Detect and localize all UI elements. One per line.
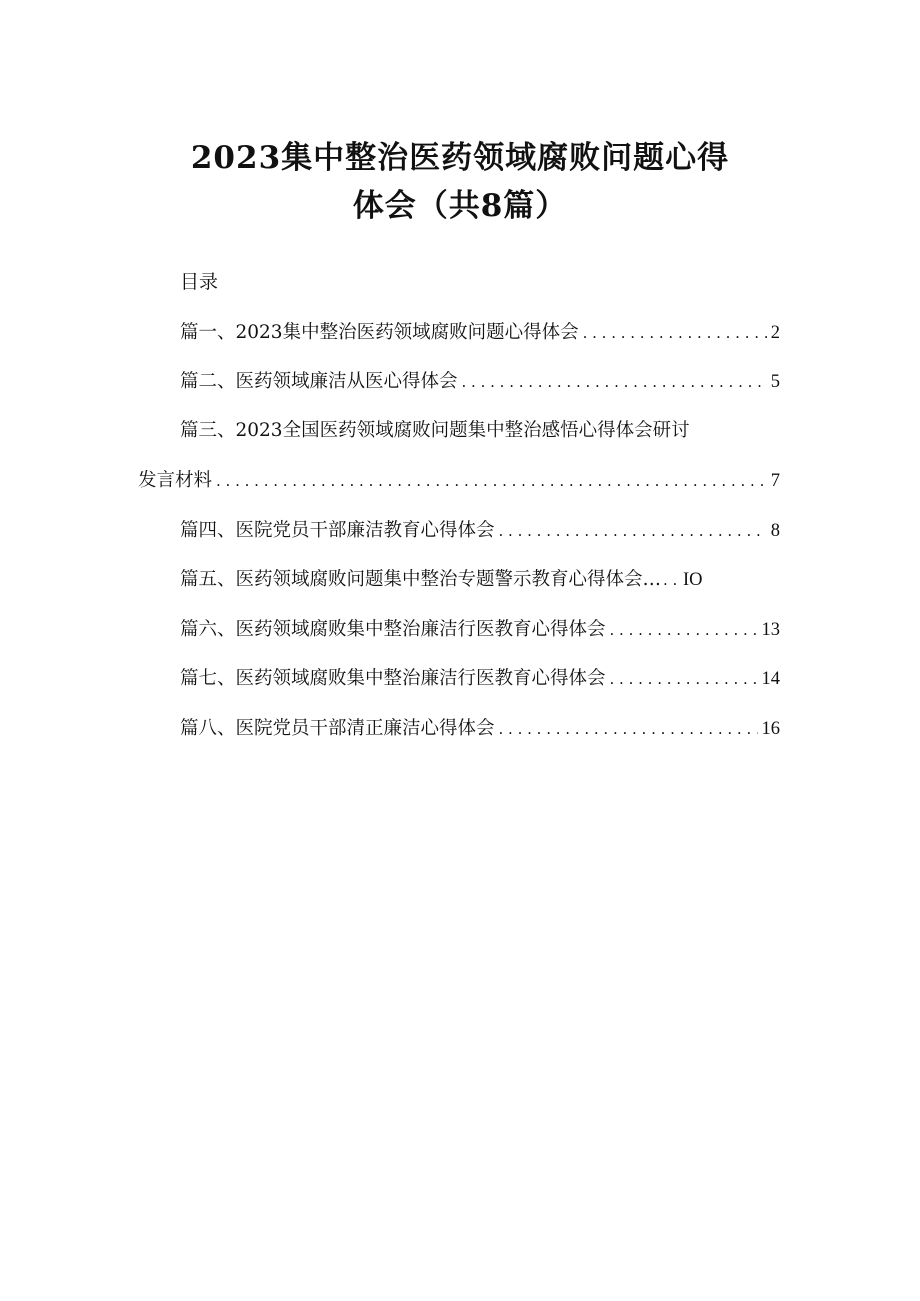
toc-entry-7[interactable] [180, 664, 780, 694]
toc-entry-3-line2[interactable] [138, 466, 780, 496]
toc-page-number: 8 [770, 521, 780, 541]
toc-leader-dots [610, 664, 758, 694]
toc-entry-1[interactable] [180, 318, 780, 348]
toc-entry-label: 篇二、医药领域廉洁从医心得体会 [180, 371, 458, 392]
toc-leader-dots [499, 516, 767, 546]
toc-leader-dots [583, 318, 767, 348]
toc-leader-dots [663, 565, 681, 595]
toc-page-number: 14 [761, 669, 780, 689]
toc-entry-4[interactable] [180, 516, 780, 546]
toc-entry-6[interactable] [180, 615, 780, 645]
toc-page-number: 16 [761, 719, 780, 739]
document-title-line2: 体会（共8篇） [352, 188, 568, 224]
toc-entry-label: 篇七、医药领域腐败集中整治廉洁行医教育心得体会 [180, 668, 606, 689]
toc-page-number: 2 [770, 323, 780, 343]
toc-page-number: 13 [761, 620, 780, 640]
toc-leader-dots [610, 615, 758, 645]
document-title-line1: 2023集中整治医药领域腐败问题心得 [190, 140, 730, 176]
toc-entry-3-line1[interactable]: 篇三、2023全国医药领域腐败问题集中整治感悟心得体会研讨 [180, 420, 690, 441]
toc-entry-2[interactable] [180, 367, 780, 397]
toc-leader-dots [462, 367, 767, 397]
toc-entry-label: 篇一、2023集中整治医药领域腐败问题心得体会 [180, 322, 579, 343]
toc-page-number: 5 [770, 372, 780, 392]
toc-heading: 目录 [180, 271, 219, 293]
toc-page-number: 7 [770, 471, 780, 491]
toc-entry-label: 篇六、医药领域腐败集中整治廉洁行医教育心得体会 [180, 619, 606, 640]
toc-entry-label: 发言材料 [138, 470, 213, 491]
toc-page-number: IO [683, 570, 703, 590]
toc-entry-5[interactable] [180, 565, 790, 595]
toc-entry-label: 篇五、医药领域腐败问题集中整治专题警示教育心得体会… [180, 569, 662, 590]
toc-leader-dots [216, 466, 767, 496]
toc-entry-8[interactable] [180, 714, 780, 744]
toc-entry-label: 篇四、医院党员干部廉洁教育心得体会 [180, 520, 495, 541]
toc-leader-dots [499, 714, 758, 744]
toc-entry-label: 篇八、医院党员干部清正廉洁心得体会 [180, 718, 495, 739]
